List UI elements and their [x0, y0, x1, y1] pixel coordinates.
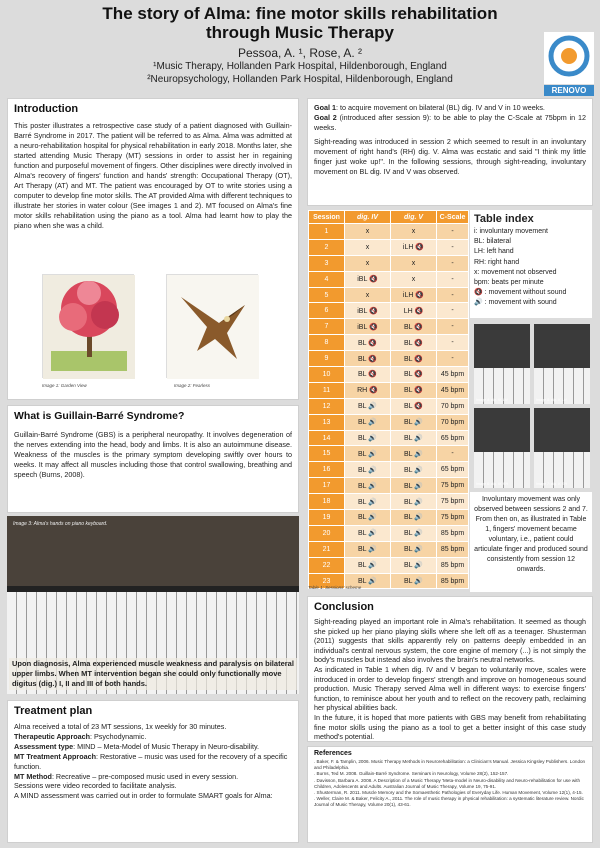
dig-v-cell: BL 🔊 — [391, 510, 437, 526]
session-row — [309, 224, 469, 240]
session-row — [309, 255, 469, 271]
introduction-text: This poster illustrates a retrospective case study of a patient diagnosed with Guillain-Barré Syndrome in 2017. The patient will be referred to as Alma. Alma was admitted at a neuro-rehabilitation hospital for physical rehabilitation in early 2018. Months later, she started attending Music Therapy (MT) sessions in order to assist her in regaining function and purposeful movement of fingers. Other disciplines were directly involved in Alma's recovery of fingers' function and hands' strength: Occupational Therapy (OT), Art Therapy (AT) and MT. The patient was encouraged by OT to write stories using a computer to develop fine motor skills. The AT provided Alma with different techniques to illustrate her stories in water colour (See images 1 and 2). MT focused on Alma's fine motor skills rehabilitation using the piano as a tool. Alma had learnt how to play the piano when she was a child. — [14, 121, 292, 230]
c-scale-cell: - — [437, 224, 469, 240]
session-number: 22 — [309, 557, 345, 573]
goals-panel — [307, 98, 593, 206]
dig-iv-cell: BL 🔇 — [345, 367, 391, 383]
session-number: 14 — [309, 430, 345, 446]
dig-iv-cell: x — [345, 239, 391, 255]
goals-text — [308, 99, 592, 177]
session-number: 5 — [309, 287, 345, 303]
session-row — [309, 462, 469, 478]
session-number: 16 — [309, 462, 345, 478]
black-keys-strip — [7, 586, 299, 592]
session-number: 9 — [309, 351, 345, 367]
session-number: 8 — [309, 335, 345, 351]
session-number: 23 — [309, 573, 345, 589]
photo-dig-v-rh — [534, 408, 590, 488]
dig-v-cell: x — [391, 255, 437, 271]
dig-v-cell: BL 🔊 — [391, 573, 437, 589]
dig-iv-cell: BL 🔇 — [345, 335, 391, 351]
dig-iv-cell: iBL 🔇 — [345, 319, 391, 335]
dig-v-cell: BL 🔇 — [391, 367, 437, 383]
session-row — [309, 557, 469, 573]
dig-iv-cell: BL 🔊 — [345, 541, 391, 557]
c-scale-cell: - — [437, 351, 469, 367]
dig-iv-cell: RH 🔇 — [345, 382, 391, 398]
goal-2: Goal 2 (introduced after session 9): to be able to play the C-Scale at 75bpm in 12 weeks. — [314, 112, 586, 132]
session-row — [309, 287, 469, 303]
involuntary-note-text: Involuntary movement was only observed between sessions 2 and 7. From then on, as illustrated in Table 1, fingers' movement became voluntary, i.e., patient could articulate finger and produced sound consistently from session 12 onwards. — [474, 496, 588, 573]
dig-iv-cell: BL 🔊 — [345, 414, 391, 430]
dig-iv-cell: BL 🔊 — [345, 430, 391, 446]
dig-iv-cell: BL 🔊 — [345, 525, 391, 541]
dig-iv-cell: BL 🔇 — [345, 351, 391, 367]
conclusion-p1: Sight-reading played an important role in Alma's rehabilitation. It seemed as though she picked up her piano playing skills where she left off as a teenager. Shusterman (2011) suggests that skills apparently rely on patterns deeply embedded in an individual's central nervous system, the core engine of memory (...) is not simply the body's muscles but instead also involves the brain's neutral networks. — [314, 617, 586, 665]
tree-painting-icon — [43, 275, 135, 379]
c-scale-cell: 45 bpm — [437, 382, 469, 398]
image-7-caption: Image 7: dig. V, RH — [536, 482, 568, 486]
c-scale-cell: - — [437, 335, 469, 351]
dig-iv-cell: x — [345, 255, 391, 271]
poster-header — [0, 0, 600, 98]
dig-v-cell: BL 🔊 — [391, 430, 437, 446]
session-row — [309, 367, 469, 383]
conclusion-panel — [307, 596, 593, 742]
eagle-painting-icon — [167, 275, 259, 379]
session-row — [309, 446, 469, 462]
session-row — [309, 351, 469, 367]
image-4-caption: Image 4: dig. IV, LH — [476, 398, 508, 402]
table-1-caption: Table 1: Sessions' scheme — [308, 585, 362, 590]
title-line-2: through Music Therapy — [206, 23, 394, 42]
sessions-header-row — [309, 211, 469, 224]
gbs-panel — [7, 405, 299, 513]
col-header-dig-iv: dig. IV — [345, 211, 391, 224]
image-2-caption: Image 2: Fearless — [174, 383, 211, 388]
c-scale-cell: - — [437, 255, 469, 271]
conclusion-title: Conclusion — [314, 601, 374, 613]
hands-on-piano-photo — [7, 516, 299, 694]
c-scale-cell: 85 bpm — [437, 573, 469, 589]
treatment-title: Treatment plan — [14, 705, 93, 717]
therapeutic-approach: Therapeutic Approach: Psychodynamic. — [14, 731, 147, 741]
dig-v-cell: x — [391, 271, 437, 287]
session-row — [309, 319, 469, 335]
c-scale-cell: - — [437, 319, 469, 335]
dig-v-cell: BL 🔊 — [391, 541, 437, 557]
session-row — [309, 478, 469, 494]
sight-reading-text: Sight-reading was introduced in session 2 which seemed to result in an involuntary movement of right hand's (RH) dig. V. Alma was ecstatic and said "I think my little finger just woke up!". In the following sessions, through sight-reading, involuntary movement on BL dig. IV and V was observed. — [314, 137, 586, 176]
c-scale-cell: 45 bpm — [437, 367, 469, 383]
photo-overlay-text: Upon diagnosis, Alma experienced muscle weakness and paralysis on bilateral upper limbs. When MT intervention began she could only functionally move digitus (dig.) I, II and III of both hands. — [9, 658, 297, 690]
session-number: 3 — [309, 255, 345, 271]
affiliation-2: ²Neuropsychology, Hollanden Park Hospital, Hildenborough, England — [147, 74, 453, 85]
dig-v-cell: BL 🔇 — [391, 382, 437, 398]
dig-iv-cell: BL 🔊 — [345, 478, 391, 494]
photo-dig-v-lh — [534, 324, 590, 404]
c-scale-cell: 75 bpm — [437, 478, 469, 494]
reference-item: . Burns, Ted M. 2008. Guillain-Barré Syndrome. Seminars in Neurology, Volume 28(2), 152-157. — [314, 771, 509, 777]
dig-v-cell: BL 🔇 — [391, 351, 437, 367]
session-row — [309, 541, 469, 557]
dig-v-cell: iLH 🔇 — [391, 287, 437, 303]
sessions-body — [309, 224, 469, 589]
treatment-line-2: Sessions were video recorded to facilitate analysis. — [14, 781, 177, 791]
dig-iv-cell: BL 🔊 — [345, 462, 391, 478]
index-item: bpm: beats per minute — [474, 279, 544, 287]
conclusion-p2: As indicated in Table 1 when dig. IV and V began to voluntarily move, scales were introduced in order to develop fingers' strength and improve on homogeneous sound production. Music Therapy served Alma well in different ways: to exercise fingers' function, to reminisce about her youth and to reflect on the recovery path, reclaiming her physical abilities back. — [314, 664, 586, 713]
dig-v-cell: BL 🔊 — [391, 462, 437, 478]
table-index-panel — [470, 210, 592, 318]
session-row — [309, 430, 469, 446]
dig-iv-cell: BL 🔊 — [345, 557, 391, 573]
session-number: 13 — [309, 414, 345, 430]
dig-v-cell: BL 🔊 — [391, 525, 437, 541]
introduction-title: Introduction — [14, 103, 79, 115]
renovo-logo — [544, 32, 594, 96]
dig-v-cell: BL 🔇 — [391, 398, 437, 414]
session-row — [309, 239, 469, 255]
treatment-panel — [7, 700, 299, 843]
session-number: 10 — [309, 367, 345, 383]
mt-method: MT Method: Recreative – pre-composed music used in every session. — [14, 771, 239, 781]
title-line-1: The story of Alma: fine motor skills rehabilitation — [102, 4, 498, 23]
involuntary-note — [470, 492, 592, 592]
dig-iv-cell: x — [345, 224, 391, 240]
photo-dig-iv-rh — [474, 408, 530, 488]
dig-iv-cell: iBL 🔇 — [345, 271, 391, 287]
col-header-dig-v: dig. V — [391, 211, 437, 224]
dig-iv-cell: BL 🔊 — [345, 573, 391, 589]
assessment-type: Assessment type: MIND – Meta-Model of Music Therapy in Neuro-disability. — [14, 741, 259, 751]
index-item: x: movement not observed — [474, 268, 557, 276]
image-1-caption: Image 1: Garden View — [42, 383, 87, 388]
dig-iv-cell: x — [345, 287, 391, 303]
dig-iv-cell: BL 🔊 — [345, 398, 391, 414]
dig-v-cell: BL 🔊 — [391, 478, 437, 494]
logo-text: RENOVO — [544, 85, 594, 96]
dig-v-cell: LH 🔇 — [391, 303, 437, 319]
session-number: 2 — [309, 239, 345, 255]
session-number: 11 — [309, 382, 345, 398]
c-scale-cell: 85 bpm — [437, 541, 469, 557]
conclusion-text — [308, 615, 592, 742]
authors: Pessoa, A. ¹, Rose, A. ² — [237, 46, 363, 60]
session-row — [309, 525, 469, 541]
treatment-text — [8, 719, 298, 801]
index-item: i: involuntary movement — [474, 228, 548, 235]
c-scale-cell: 65 bpm — [437, 430, 469, 446]
c-scale-cell: - — [437, 446, 469, 462]
session-number: 20 — [309, 525, 345, 541]
references-panel — [307, 746, 593, 843]
dig-v-cell: BL 🔊 — [391, 557, 437, 573]
index-item: BL: bilateral — [474, 238, 511, 246]
session-row — [309, 271, 469, 287]
reference-item: . Shusterman, R. 2011. Muscle Memory and the Somaesthetic Pathologies of Everyday Life. Human Movement, Volume 12(1), 4-15. — [314, 790, 583, 796]
session-number: 4 — [309, 271, 345, 287]
c-scale-cell: 65 bpm — [437, 462, 469, 478]
treatment-line-3: A MIND assessment was carried out in order to formulate SMART goals for Alma: — [14, 791, 273, 801]
session-row — [309, 510, 469, 526]
dig-v-cell: BL 🔇 — [391, 319, 437, 335]
dig-v-cell: iLH 🔇 — [391, 239, 437, 255]
session-number: 21 — [309, 541, 345, 557]
c-scale-cell: 75 bpm — [437, 510, 469, 526]
c-scale-cell: 70 bpm — [437, 414, 469, 430]
session-number: 7 — [309, 319, 345, 335]
dig-iv-cell: iBL 🔇 — [345, 303, 391, 319]
image-6-caption: Image 6: dig. IV, RH — [476, 482, 509, 486]
c-scale-cell: - — [437, 303, 469, 319]
gbs-text: Guillain-Barré Syndrome (GBS) is a peripheral neuropathy. It involves degeneration of the nerves extending into the head, body and limbs. It is also an autoimmune disease. Weakness of the muscles is the primary symptom developing swiftly over hours to weeks. It may affect all muscles including those that control swallowing, breathing and speech (Burns, 2008). — [14, 430, 292, 479]
image-3-caption: Image 3: Alma's hands on piano keyboard. — [13, 521, 108, 527]
table-index-title: Table index — [474, 213, 534, 225]
photo-dig-iv-lh — [474, 324, 530, 404]
dig-v-cell: BL 🔇 — [391, 335, 437, 351]
session-row — [309, 414, 469, 430]
goal-1: Goal 1: to acquire movement on bilateral (BL) dig. IV and V in 10 weeks. — [314, 103, 545, 112]
index-item: LH: left hand — [474, 248, 514, 256]
dig-v-cell: BL 🔊 — [391, 494, 437, 510]
index-item: 🔇 : movement without sound — [474, 289, 567, 297]
references-title: References — [314, 750, 352, 757]
conclusion-p3: In the future, it is hoped that more patients with GBS may benefit from rehabilitating fine motor skills using the piano as a tool to get a better insight of this case study method's potential. — [314, 712, 586, 742]
session-row — [309, 382, 469, 398]
col-header-c-scale: C-Scale — [437, 211, 469, 224]
session-row — [309, 494, 469, 510]
c-scale-cell: - — [437, 287, 469, 303]
sessions-table — [308, 210, 469, 589]
dig-iv-cell: BL 🔊 — [345, 494, 391, 510]
dig-v-cell: BL 🔊 — [391, 446, 437, 462]
logo-mark-icon — [544, 32, 594, 84]
poster-title — [0, 0, 600, 42]
col-header-session: Session — [309, 211, 345, 224]
session-row — [309, 335, 469, 351]
session-number: 12 — [309, 398, 345, 414]
session-row — [309, 303, 469, 319]
reference-item: . Baker, F. & Tamplin, 2006. Music Therapy Methods in Neurorehabilitation: a Clinician's Manual. Jessica Kingsley Publishers. London and Philadelphia. — [314, 759, 586, 771]
reference-item: . Davisson, Barbara A. 2008. A Description of a Music Therapy 'Meta-model in Neuro-disability and Neuro-rehabilitation for use with Children, Adolescents and Adults. Australian Journal of Music Therapy, Volume 19, 75-91. — [314, 777, 581, 789]
session-number: 6 — [309, 303, 345, 319]
session-number: 19 — [309, 510, 345, 526]
c-scale-cell: 85 bpm — [437, 557, 469, 573]
session-number: 1 — [309, 224, 345, 240]
session-number: 18 — [309, 494, 345, 510]
dig-iv-cell: BL 🔊 — [345, 510, 391, 526]
dig-v-cell: x — [391, 224, 437, 240]
c-scale-cell: - — [437, 239, 469, 255]
treatment-line-1: Alma received a total of 23 MT sessions, 1x weekly for 30 minutes. — [14, 722, 227, 731]
c-scale-cell: 75 bpm — [437, 494, 469, 510]
index-item: 🔊 : movement with sound — [474, 299, 557, 307]
garden-view-painting — [42, 274, 134, 378]
session-number: 15 — [309, 446, 345, 462]
image-5-caption: Image 5: dig. V, LH — [536, 398, 567, 402]
c-scale-cell: 85 bpm — [437, 525, 469, 541]
index-item: RH: right hand — [474, 258, 520, 266]
session-number: 17 — [309, 478, 345, 494]
c-scale-cell: - — [437, 271, 469, 287]
session-row — [309, 398, 469, 414]
introduction-panel — [7, 98, 299, 400]
dig-v-cell: BL 🔊 — [391, 414, 437, 430]
affiliation-1: ¹Music Therapy, Hollanden Park Hospital, Hildenborough, England — [153, 61, 447, 72]
c-scale-cell: 70 bpm — [437, 398, 469, 414]
dig-iv-cell: BL 🔊 — [345, 446, 391, 462]
reference-item: . Weller, Claire M. & Baker, Felicity A., 2011. The role of music therapy in physical rehabilitation: a systematic literature review. Nordic Journal of Music Therapy, Volume 20(1), 43-61. — [314, 796, 584, 808]
mt-treatment-approach: MT Treatment Approach: Restorative – music was used for the recovery of a specific function. — [14, 751, 288, 771]
fearless-painting — [166, 274, 258, 378]
gbs-title: What is Guillain-Barré Syndrome? — [14, 410, 185, 422]
